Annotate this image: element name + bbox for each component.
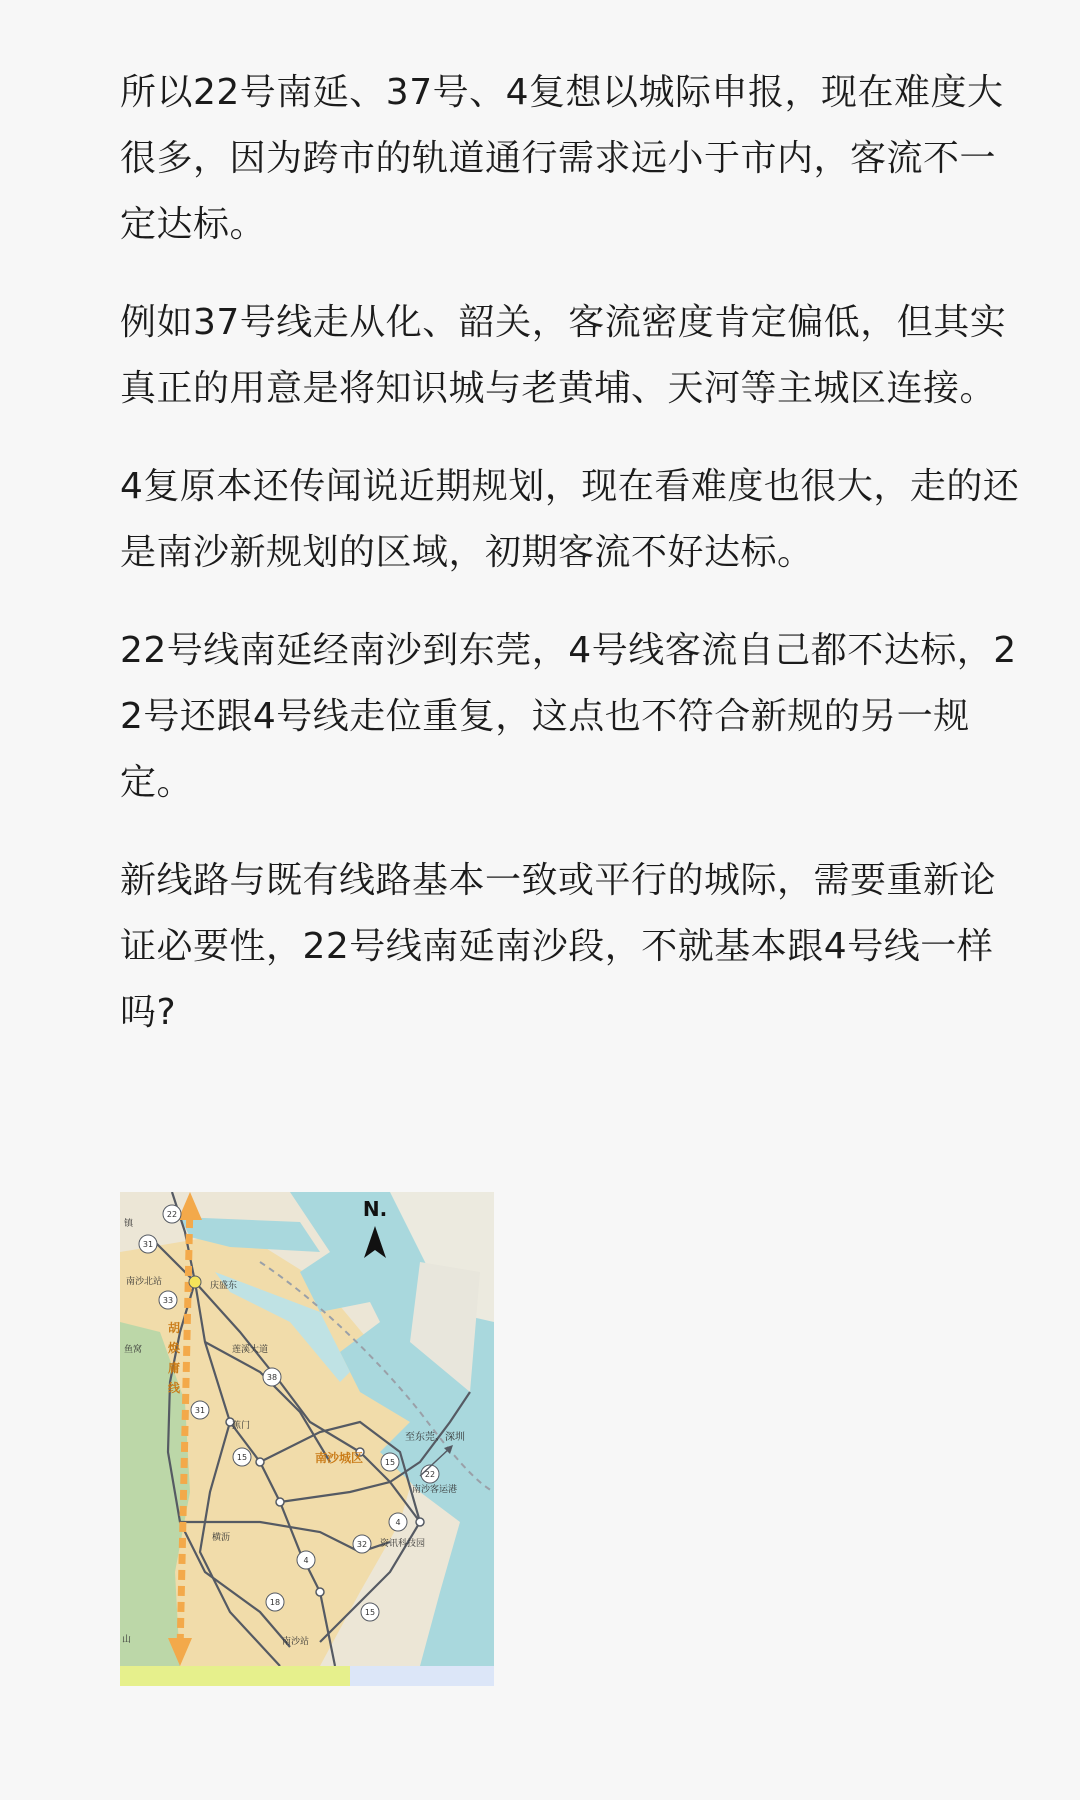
paragraph-3: 4复原本还传闻说近期规划，现在看难度也很大，走的还是南沙新规划的区域，初期客流不好达标。 xyxy=(120,466,1020,573)
metro-map xyxy=(120,1192,494,1666)
station-qingsheng-east: 庆盛东 xyxy=(210,1281,238,1291)
map-image[interactable] xyxy=(120,1192,494,1686)
accent-bar-blue xyxy=(350,1666,494,1686)
to-dongguan-label: 至东莞、深圳 xyxy=(405,1432,465,1443)
interchange-dot xyxy=(189,1276,201,1288)
line-32-badge: 32 xyxy=(356,1540,368,1549)
vertical-char-3: 庸 xyxy=(167,1361,181,1375)
line-38-badge: 38 xyxy=(266,1373,278,1382)
north-label: N. xyxy=(362,1197,388,1221)
vertical-char-4: 线 xyxy=(167,1381,181,1395)
district-label: 南沙城区 xyxy=(315,1451,364,1465)
line-15-badge-3: 15 xyxy=(364,1608,376,1617)
town-label: 镇 xyxy=(124,1219,134,1229)
line-31-badge: 31 xyxy=(142,1240,154,1249)
station-jiaomen: 蕉门 xyxy=(232,1421,251,1431)
line-31-badge-2: 31 xyxy=(194,1406,206,1415)
line-15-badge: 15 xyxy=(236,1453,248,1462)
paragraph-4: 22号线南延经南沙到东莞，4号线客流自己都不达标，22号还跟4号线走位重复，这点也不符合新规的另一规定。 xyxy=(120,630,1017,803)
paragraph-1: 所以22号南延、37号、4复想以城际申报，现在难度大很多，因为跨市的轨道通行需求远小于市内，客流不一定达标。 xyxy=(120,72,1004,245)
article-body xyxy=(120,60,1020,1078)
station-port: 南沙客运港 xyxy=(412,1485,458,1495)
station-bottom-left: 山 xyxy=(122,1635,132,1645)
station-nansha-north: 南沙北站 xyxy=(126,1277,163,1287)
station-nansha: 南沙站 xyxy=(282,1637,310,1647)
vertical-char-2: 焕 xyxy=(167,1341,181,1355)
station-hengli: 横沥 xyxy=(212,1533,231,1543)
line-33-badge: 33 xyxy=(162,1296,174,1305)
station-left-edge: 鱼窝 xyxy=(124,1345,143,1355)
line-22-badge-2: 22 xyxy=(424,1470,436,1479)
paragraph-5: 新线路与既有线路基本一致或平行的城际，需要重新论证必要性，22号线南延南沙段，不就基本跟4号线一样吗? xyxy=(120,860,997,1033)
line-4-badge-2: 4 xyxy=(303,1556,309,1565)
vertical-char-1: 胡 xyxy=(167,1321,181,1335)
line-15-badge-2: 15 xyxy=(384,1458,396,1467)
map-canvas xyxy=(120,1192,494,1666)
line-22-badge: 22 xyxy=(166,1210,178,1219)
paragraph-2: 例如37号线走从化、韶关，客流密度肯定偏低，但其实真正的用意是将知识城与老黄埔、天河等主城区连接。 xyxy=(120,302,1007,409)
accent-bar-yellow xyxy=(120,1666,350,1686)
line-4-badge: 4 xyxy=(395,1518,401,1527)
station-tech: 资讯科技园 xyxy=(380,1539,426,1549)
line-18-badge: 18 xyxy=(269,1598,281,1607)
station-lianxi: 莲溪大道 xyxy=(232,1345,269,1355)
